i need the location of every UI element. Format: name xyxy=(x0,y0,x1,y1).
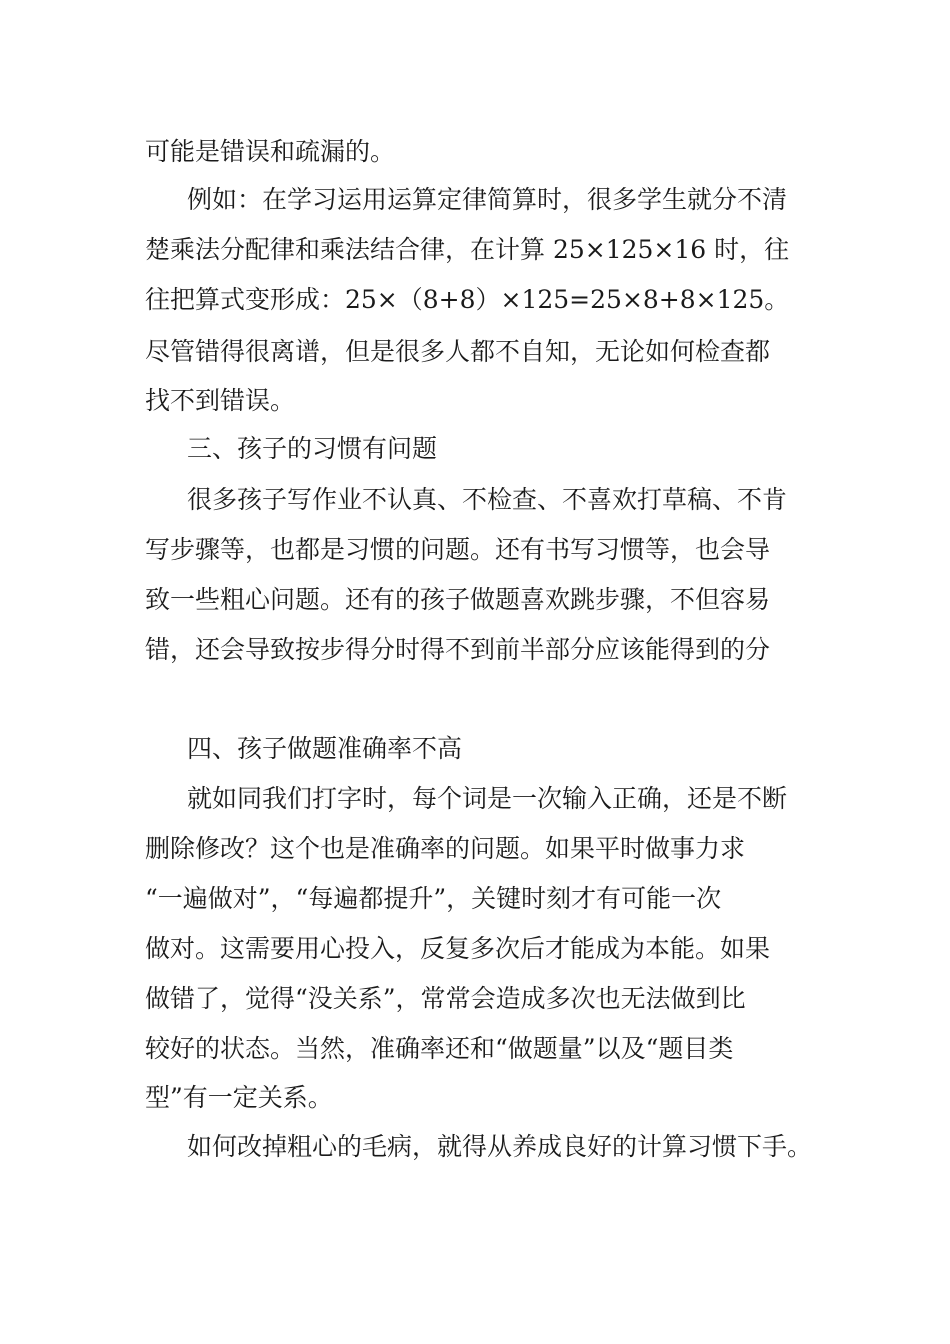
text-line: 型”有一定关系。 xyxy=(145,1083,333,1112)
text-line-formula: 往把算式变形成：25×（8+8）×125=25×8+8×125。 xyxy=(145,285,790,314)
text-line-paragraph-start: 就如同我们打字时，每个词是一次输入正确，还是不断 xyxy=(187,784,788,813)
text-line: 尽管错得很离谱，但是很多人都不自知，无论如何检查都 xyxy=(145,337,771,366)
text-line-continuation: 可能是错误和疏漏的。 xyxy=(145,137,396,166)
text-line: 做错了，觉得“没关系”，常常会造成多次也无法做到比 xyxy=(145,984,746,1013)
text-line: 做对。这需要用心投入，反复多次后才能成为本能。如果 xyxy=(145,934,771,963)
section-heading-3: 三、孩子的习惯有问题 xyxy=(187,434,438,463)
text-line: 删除修改？这个也是准确率的问题。如果平时做事力求 xyxy=(145,834,746,863)
text-line: 错，还会导致按步得分时得不到前半部分应该能得到的分 xyxy=(145,635,771,664)
text-line: 致一些粗心问题。还有的孩子做题喜欢跳步骤，不但容易 xyxy=(145,585,771,614)
text-line: 写步骤等，也都是习惯的问题。还有书写习惯等，也会导 xyxy=(145,535,771,564)
text-line-paragraph-start: 很多孩子写作业不认真、不检查、不喜欢打草稿、不肯 xyxy=(187,485,788,514)
text-line: “一遍做对”，“每遍都提升”，关键时刻才有可能一次 xyxy=(145,884,722,913)
text-line-conclusion: 如何改掉粗心的毛病，就得从养成良好的计算习惯下手。 xyxy=(187,1132,813,1161)
text-line: 较好的状态。当然，准确率还和“做题量”以及“题目类 xyxy=(145,1034,734,1063)
text-line: 楚乘法分配律和乘法结合律，在计算 25×125×16 时，往 xyxy=(145,235,790,264)
section-heading-4: 四、孩子做题准确率不高 xyxy=(187,734,463,763)
text-line: 找不到错误。 xyxy=(145,386,296,415)
text-line-example-start: 例如：在学习运用运算定律简算时，很多学生就分不清 xyxy=(187,185,788,214)
